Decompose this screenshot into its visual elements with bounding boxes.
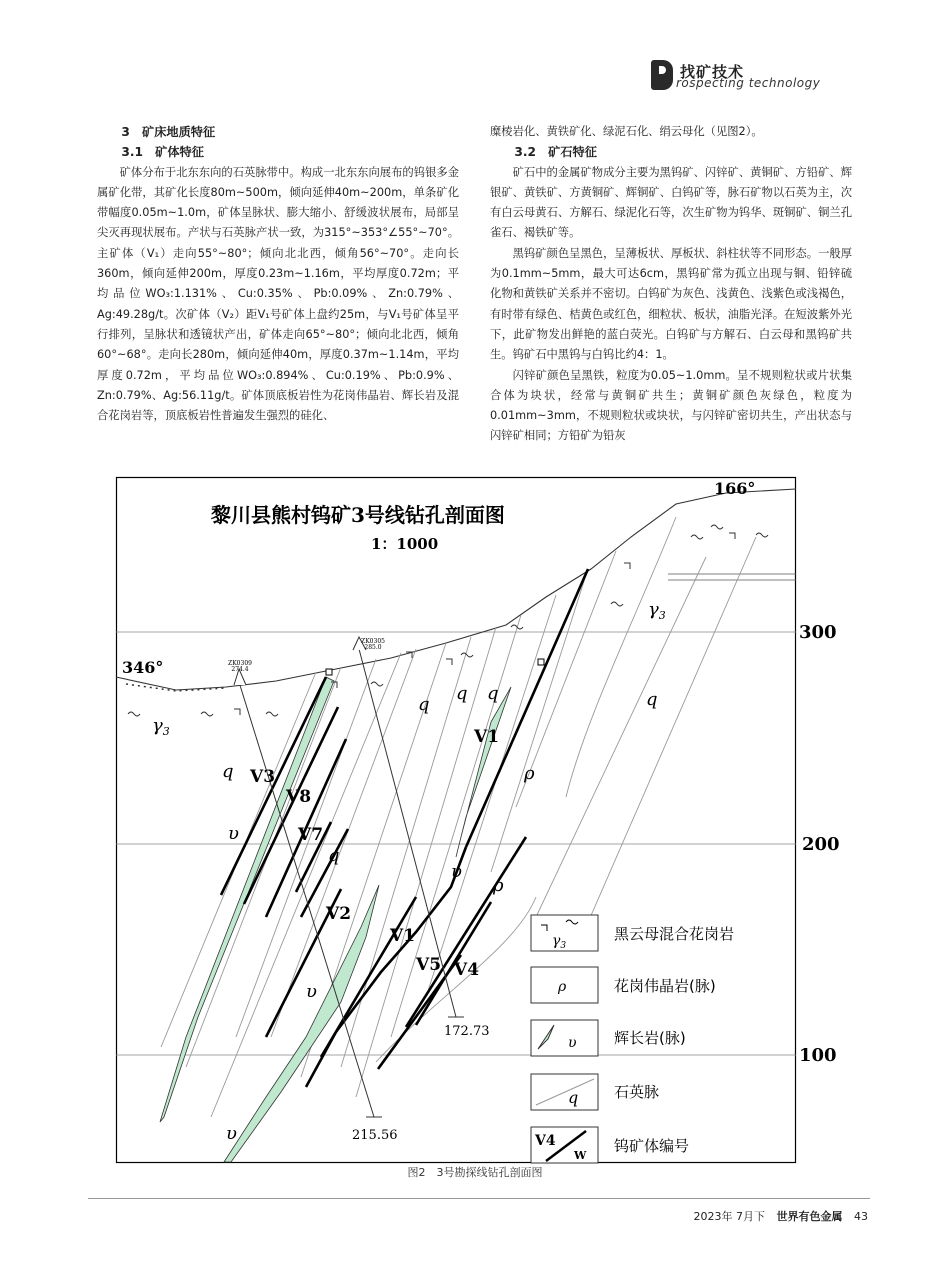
rock-label-gabbro: υ [306,981,317,1002]
elevation-label-200: 200 [802,834,840,855]
vein-label-V5: V5 [416,955,442,975]
drillhole-elev: 285.0 [364,644,382,651]
rock-label-gamma: $\gamma_3$ [152,715,170,738]
drillhole-label: ZK0305 [361,638,385,645]
rock-label-gamma: $\gamma_3$ [648,599,666,622]
drill-marker [326,669,332,675]
paragraph: 矿石中的金属矿物成分主要为黑钨矿、闪锌矿、黄铜矿、方铅矿、辉银矿、黄铁矿、方黄铜矿、辉铜矿、白钨矿等，脉石矿物以石英为主，次有白云母黄石、方解石、绿泥化石等，次生矿物为钨华、斑铜矿、铜兰孔雀石、褐铁矿等。 [490,165,852,240]
vein-label-V1: V1 [474,727,500,747]
drillhole-label: ZK0309 [228,660,252,667]
paragraph: 闪锌矿颜色呈黑铁，粒度为0.05~1.0mm。呈不规则粒状或片状集合体为块状，经常与黄铜矿共生；黄铜矿颜色灰绿色，粒度为0.01mm~3mm，不规则粒状或块状，与闪锌矿密切共生，产出状态与闪锌矿相同；方铅矿为铅灰 [490,368,852,443]
rock-label-quartz: q [646,689,658,710]
legend-label-gabbro: 辉长岩(脉) [614,1029,686,1047]
left-column [97,122,459,426]
azimuth-left: 346° [122,658,164,677]
rock-label-quartz: q [328,845,340,866]
subsection-title-3-1: 3.1 矿体特征 [121,145,204,160]
legend-gamma: $\gamma_3$ [552,933,567,951]
vein-label-V3: V3 [250,767,276,787]
rock-label-quartz: q [487,683,499,704]
paragraph: 矿体分布于北东东向的石英脉带中。构成一北东东向展布的钨银多金属矿化带，其矿化长度80m~500m，倾向延伸40m~200m，单条矿化带幅度0.05m~1.0m，矿体呈脉状、膨大缩小、舒缓波状展布，局部呈尖灭再现状展布。产状与石英脉产状一致，为315°~353°∠55°~70°。主矿体（V₁）走向55°~80°；倾向北北西，倾角56°~70°。走向长360m，倾向延伸200m，厚度0.23m~1.16m，平均厚度0.72m；平均品位WO₃:1.131%、Cu:0.35%、Pb:0.09%、Zn:0.79%、Ag:49.28g/t。次矿体（V₂）距V₁号矿体上盘约25m，与V₁号矿体呈平行排列，呈脉状和透镜状产出，矿体走向65°~80°；倾向北北西，倾角60°~68°。走向长280m，倾向延伸40m，厚度0.37m~1.14m，平均厚度0.72m，平均品位WO₃:0.894%、Cu:0.19%、Pb:0.9%、Zn:0.79%、Ag:56.11g/t。矿体顶底板岩性为花岗伟晶岩、辉长岩及混合花岗岩等，顶底板岩性普遍发生强烈的硅化、 [97,165,459,423]
drillhole-elev: 274.4 [231,666,249,673]
vein-label-V4: V4 [454,960,480,980]
legend-w: W [574,1149,587,1162]
legend-upsilon: υ [568,1035,577,1051]
paragraph: 黑钨矿颜色呈黑色，呈薄板状、厚板状、斜柱状等不同形态。一般厚为0.1mm~5mm，最大可达6cm，黑钨矿常为孤立出现与铜、铅锌硫化物和黄铁矿关系并不密切。白钨矿为灰色、浅黄色、浅紫色或浅褐色，有时带有绿色、桔黄色或红色，细粒状、板状，油脂光泽。在短波紫外光下，此矿物发出鲜艳的蓝白荧光。白钨矿与方解石、白云母和黑钨矿共生。钨矿石中黑钨与白钨比约4：1。 [490,246,852,362]
legend-v4: V4 [535,1133,556,1149]
elevation-label-100: 100 [799,1045,837,1066]
elevation-label-300: 300 [799,622,837,643]
figure-title: 黎川县熊村钨矿3号线钻孔剖面图 [211,503,505,527]
figure-scale: 1：1000 [371,535,439,553]
rock-label-pegmatite: ρ [493,875,504,896]
legend-label-quartz: 石英脉 [614,1083,660,1101]
vein-label-V8: V8 [286,787,312,807]
legend-label-pegmatite: 花岗伟晶岩(脉) [614,977,716,995]
figure-caption: 图2 3号勘探线钻孔剖面图 [407,1166,543,1179]
drill-marker [538,659,544,665]
paragraph-continuation: 糜棱岩化、黄铁矿化、绿泥石化、绢云母化（见图2）。 [490,125,763,138]
rock-label-gabbro: υ [226,1123,237,1144]
footer-journal: 世界有色金属 [776,1210,843,1223]
legend-label-granite: 黑云母混合花岗岩 [614,925,735,943]
legend-label-orebody: 钨矿体编号 [614,1137,690,1155]
footer-rule [88,1198,870,1199]
page-number: 43 [854,1210,868,1223]
azimuth-right: 166° [714,479,756,498]
cross-section-figure [116,477,840,1163]
legend-q: q [568,1088,579,1107]
drillhole-depth: 172.73 [444,1024,490,1039]
drillhole-depth: 215.56 [352,1128,398,1143]
rock-label-quartz: q [418,694,430,715]
rock-label-gabbro: υ [451,861,462,882]
subsection-title-3-2: 3.2 矿石特征 [514,145,597,160]
rock-label-quartz: q [456,683,468,704]
vein-label-V2: V2 [326,904,352,924]
footer-date: 2023年 7月下 [693,1210,765,1223]
right-column [490,122,852,447]
journal-logo-p [651,60,673,90]
header-section-cn: 找矿技术 [680,63,745,81]
vein-label-V7: V7 [298,825,324,845]
page-footer [694,1208,869,1224]
legend-rho: ρ [558,979,567,995]
section-title: 3 矿床地质特征 [121,125,216,139]
rock-label-gabbro: υ [228,823,239,844]
legend-swatch-gabbro [531,1020,598,1056]
vein-label-V1b: V1 [390,926,416,946]
rock-label-pegmatite: ρ [524,763,535,784]
rock-label-quartz: q [222,761,234,782]
header-section-en: rospecting technology [676,76,821,90]
